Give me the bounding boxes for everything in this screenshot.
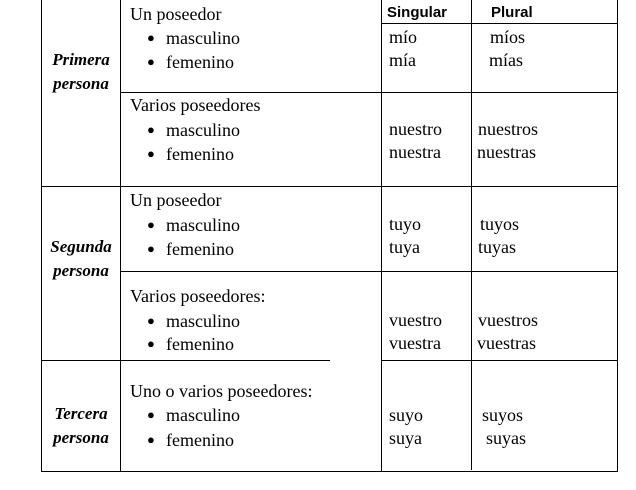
gender-item: masculino (166, 120, 240, 140)
person-label-line2: persona (53, 261, 109, 280)
bullet-icon: ● (147, 241, 155, 256)
group-heading: Varios poseedores: (130, 286, 266, 306)
gender-item: masculino (166, 405, 240, 425)
group-heading: Un poseedor (130, 190, 222, 210)
group-heading: Uno o varios poseedores: (130, 381, 313, 401)
header-underline (381, 23, 617, 24)
singular-form: tuyo (389, 214, 422, 234)
plural-form: tuyos (480, 214, 520, 234)
gender-item: femenino (166, 239, 234, 259)
person-label-tercera (42, 405, 120, 422)
header-plural: Plural (491, 4, 533, 21)
person-label-line1: Primera (52, 50, 110, 69)
plural-form: mías (489, 50, 523, 70)
singular-form: nuestro (389, 119, 442, 139)
bullet-icon: ● (147, 217, 155, 232)
row-divider-2 (41, 360, 330, 361)
bullet-icon: ● (147, 54, 155, 69)
singular-form: mío (389, 27, 418, 47)
gender-item: femenino (166, 52, 234, 72)
person-label-segunda-2 (42, 262, 120, 279)
singular-form: tuya (389, 237, 420, 257)
gender-item: masculino (166, 215, 240, 235)
group-divider-2 (120, 271, 617, 272)
plural-form: vuestras (477, 333, 536, 353)
gender-item: masculino (166, 28, 240, 48)
header-singular: Singular (387, 4, 448, 21)
singular-form: vuestro (389, 310, 442, 330)
table-border-left (41, 0, 42, 472)
table-divider-plural (471, 0, 472, 470)
table-border-bottom (41, 471, 617, 472)
singular-form: vuestra (389, 333, 441, 353)
plural-form: tuyas (478, 237, 516, 257)
plural-form: míos (490, 27, 526, 47)
row-divider-2b (381, 360, 617, 361)
gender-item: femenino (166, 144, 234, 164)
bullet-icon: ● (147, 146, 155, 161)
table-divider-person (120, 0, 121, 472)
table-divider-singular (381, 0, 382, 472)
gender-item: femenino (166, 334, 234, 354)
plural-form: nuestros (478, 119, 538, 139)
bullet-icon: ● (147, 122, 155, 137)
person-label-segunda (42, 238, 120, 255)
gender-item: femenino (166, 430, 234, 450)
gender-item: masculino (166, 311, 240, 331)
bullet-icon: ● (147, 432, 155, 447)
singular-form: mía (389, 50, 416, 70)
table-border-right (617, 0, 618, 472)
group-divider-1 (120, 92, 617, 93)
person-label-primera (42, 51, 120, 68)
bullet-icon: ● (147, 336, 155, 351)
person-label-line2: persona (53, 428, 109, 447)
plural-form: nuestras (477, 142, 536, 162)
person-label-primera-2 (42, 75, 120, 92)
group-heading: Un poseedor (130, 4, 222, 24)
bullet-icon: ● (147, 313, 155, 328)
singular-form: nuestra (389, 142, 441, 162)
person-label-tercera-2 (42, 429, 120, 446)
bullet-icon: ● (147, 407, 155, 422)
plural-form: suyas (486, 428, 526, 448)
group-heading: Varios poseedores (130, 95, 261, 115)
singular-form: suya (389, 428, 422, 448)
bullet-icon: ● (147, 30, 155, 45)
person-label-line1: Segunda (50, 237, 112, 256)
person-label-line1: Tercera (54, 404, 108, 423)
person-label-line2: persona (53, 74, 109, 93)
plural-form: suyos (482, 405, 524, 425)
plural-form: vuestros (478, 310, 538, 330)
singular-form: suyo (389, 405, 424, 425)
row-divider-1 (41, 186, 617, 187)
